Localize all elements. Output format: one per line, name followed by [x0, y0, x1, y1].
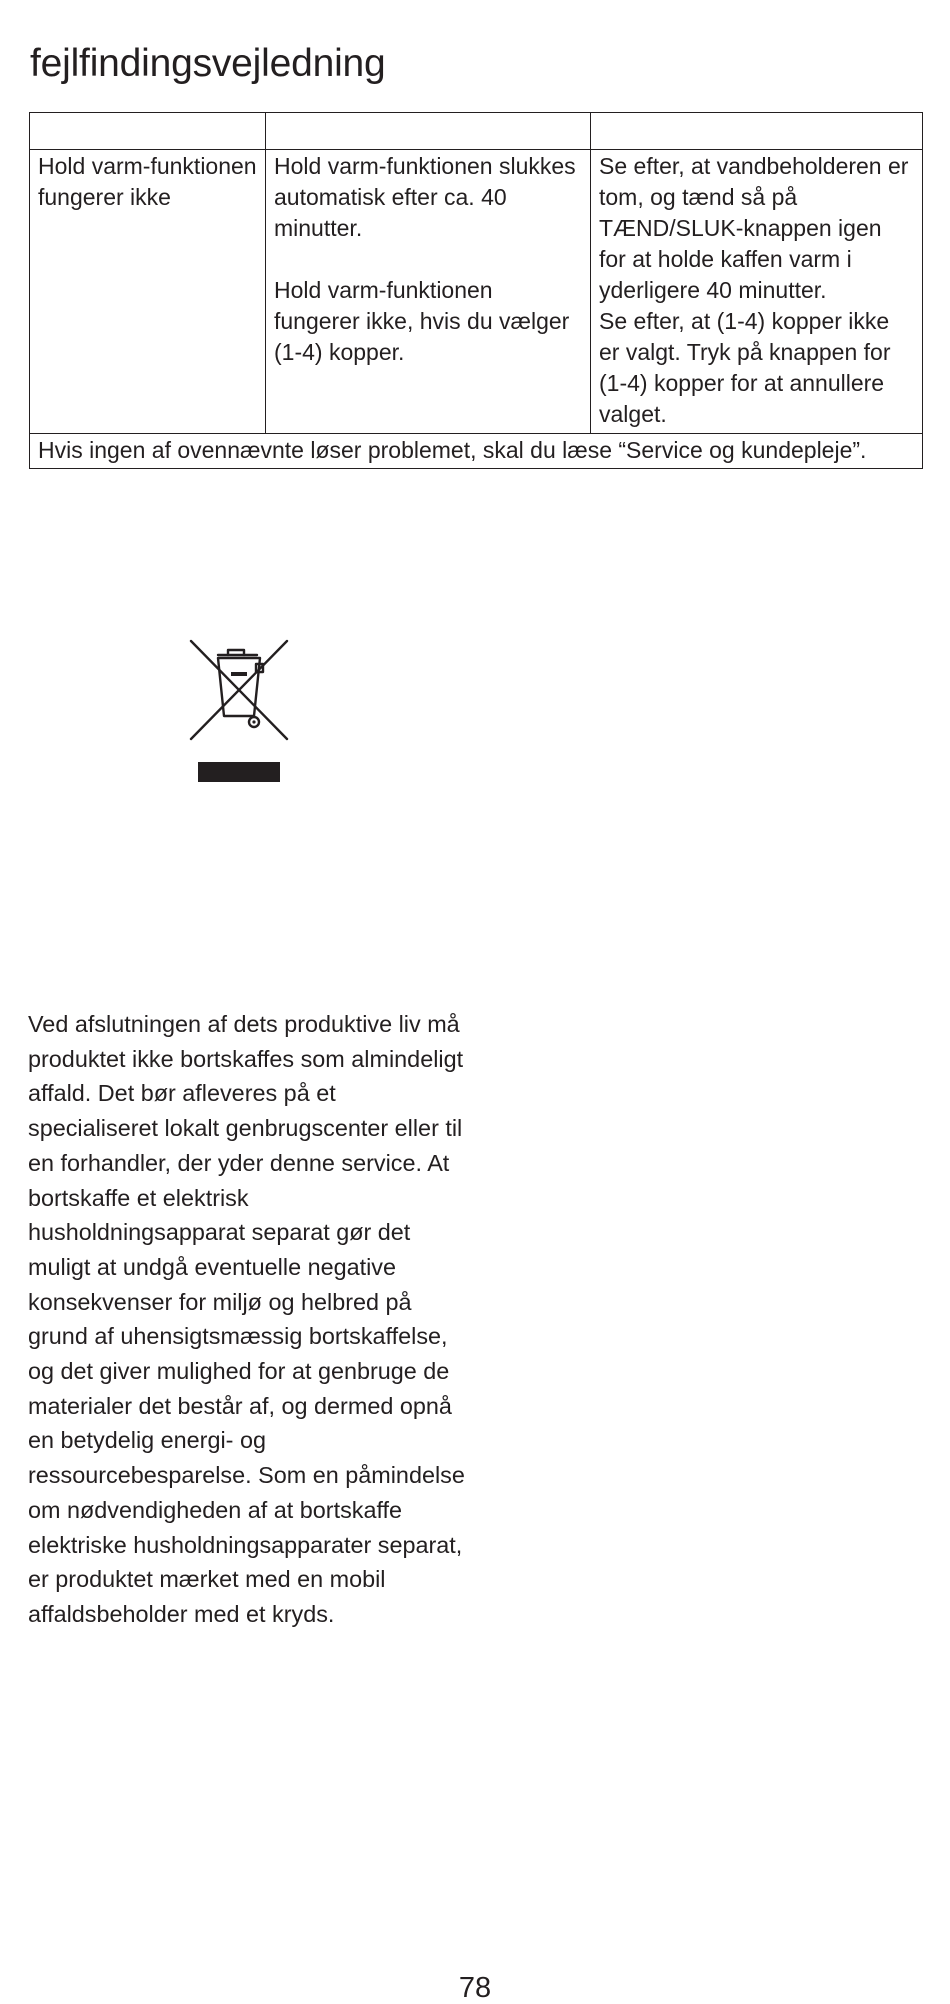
header-cause	[266, 113, 591, 150]
solution-text-2: Se efter, at (1-4) kopper ikke er valgt. Tryk på knappen for (1-4) kopper for at annullere valget.	[599, 308, 891, 427]
crossed-out-wheelie-bin-icon	[188, 638, 290, 784]
problem-text: Hold varm-funktionen fungerer ikke	[38, 153, 257, 210]
solution-text-1: Se efter, at vandbeholderen er tom, og tænd så på TÆND/SLUK-knappen igen for at holde kaffen varm i yderligere 40 minutter.	[599, 153, 909, 303]
page-title: fejlfindingsvejledning	[30, 42, 386, 85]
problem-cell	[30, 150, 266, 434]
cause-text-1: Hold varm-funktionen slukkes automatisk efter ca. 40 minutter.	[274, 153, 576, 241]
weee-disposal-text: Ved afslutningen af dets produktive liv må produktet ikke bortskaffes som almindeligt affald. Det bør afleveres på et specialiseret lokalt genbrugscenter eller til en forhandler, der yder denne service. At bortskaffe et elektrisk husholdningsapparat separat gør det muligt at undgå eventuelle negative konsekvenser for miljø og helbred på grund af uhensigtsmæssig bortskaffelse, og det giver mulighed for at genbruge de materialer det består af, og dermed opnå en betydelig energi- og ressourcebesparelse. Som en påmindelse om nødvendigheden af at bortskaffe elektriske husholdningsapparater separat, er produktet mærket med en mobil affaldsbeholder med et kryds.	[28, 1011, 465, 1627]
header-solution	[591, 113, 923, 150]
cause-cell	[266, 150, 591, 434]
troubleshooting-table	[29, 112, 923, 469]
footer-note: Hvis ingen af ovennævnte løser problemet, skal du læse “Service og kundepleje”.	[30, 434, 923, 469]
header-problem	[30, 113, 266, 150]
table-header-row	[30, 113, 923, 150]
table-footer-row	[30, 434, 923, 469]
solution-cell	[591, 150, 923, 434]
page-number: 78	[458, 1972, 492, 2004]
table-row	[30, 150, 923, 434]
cause-text-2: Hold varm-funktionen fungerer ikke, hvis du vælger (1-4) kopper.	[274, 277, 570, 365]
